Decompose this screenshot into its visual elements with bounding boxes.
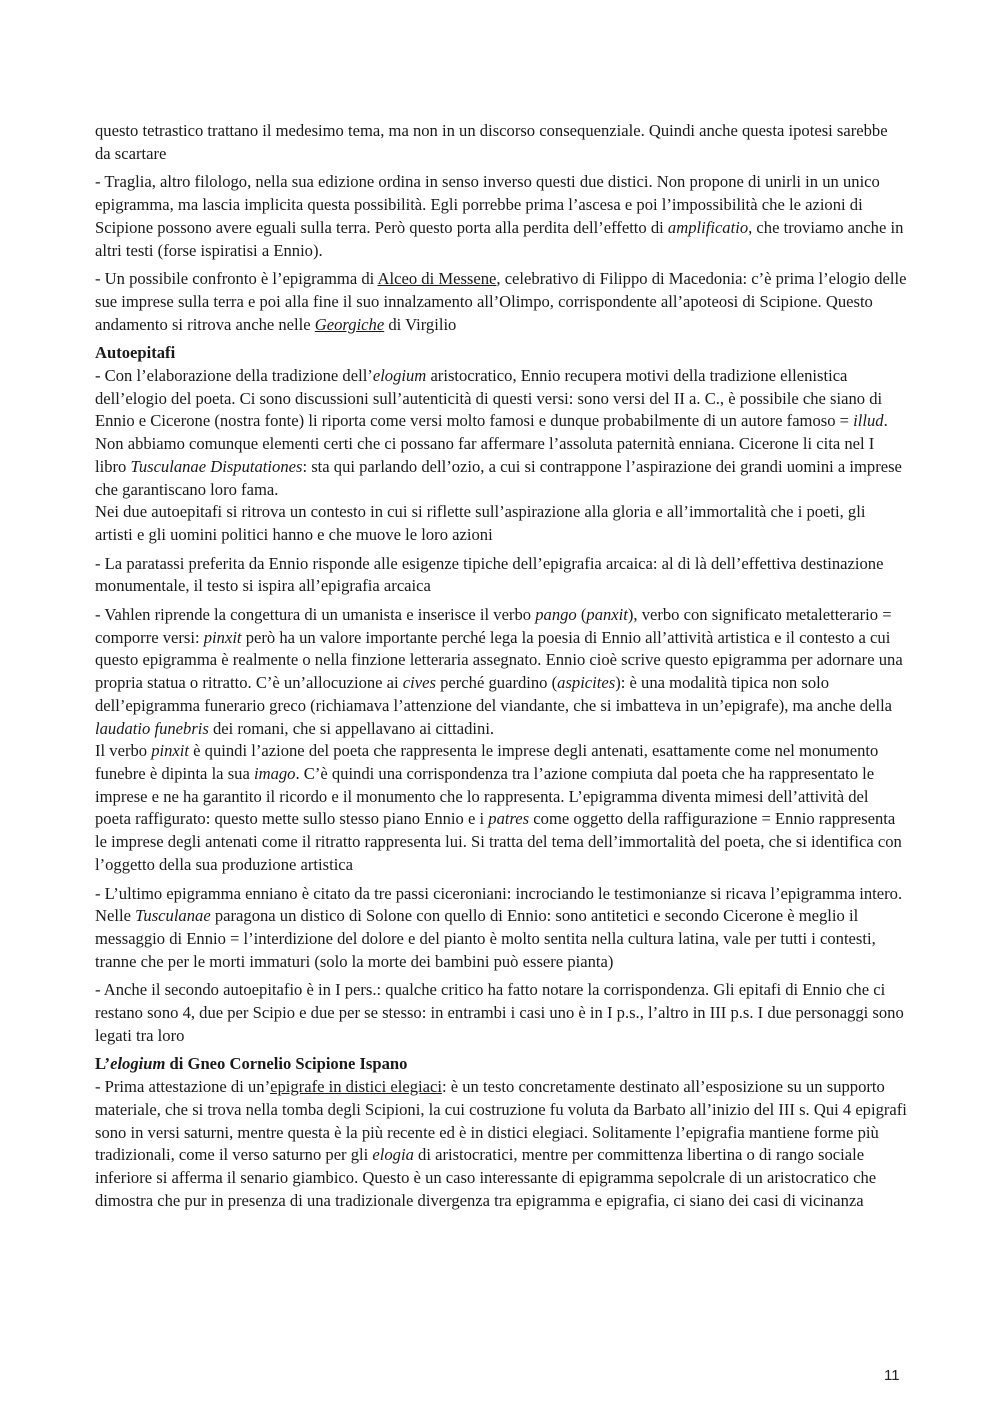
page-content <box>95 120 907 1216</box>
page-number: 11 <box>884 1367 900 1384</box>
paragraph-elogium-aristocratico: - Con l’elaborazione della tradizione dell’elogium aristocratico, Ennio recupera motivi della tradizione ellenistica dell’elogio del poeta. Ci sono discussioni sull’autenticità di questi versi: sono versi del II a. C., è possibile che siano di Ennio e Cicerone (nostra fonte) li riporta come versi molto famosi e dunque probabilmente di un autore famoso = illud. Non abbiamo comunque elementi certi che ci possano far affermare l’assoluta paternità enniana. Cicerone li cita nel I libro Tusculanae Disputationes: sta qui parlando dell’ozio, a cui si contrappone l’aspirazione dei grandi uomini a imprese che garantiscano loro fama. Nei due autoepitafi si ritrova un contesto in cui si riflette sull’aspirazione alla gloria e all’immortalità che i poeti, gli artisti e gli uomini politici hanno e che muove le loro azioni <box>95 366 902 544</box>
paragraph-tetrastico: questo tetrastico trattano il medesimo tema, ma non in un discorso consequenziale. Quindi anche questa ipotesi sarebbe da scartare <box>95 121 888 163</box>
heading-autoepitafi: Autoepitafi <box>95 343 176 363</box>
paragraph-vahlen: - Vahlen riprende la congettura di un umanista e inserisce il verbo pango (panxit), verbo con significato metaletterario = comporre versi: pinxit però ha un valore importante perché lega la poesia di Ennio all’attività artistica e il contesto a cui questo epigramma è realmente o nella finzione letteraria assegnato. Ennio cioè scrive questo epigramma per adornare una propria statua o ritratto. C’è un’allocuzione ai cives perché guardino (aspicites): è una modalità tipica non solo dell’epigramma funerario greco (richiamava l’attenzione del viandante, che si imbatteva in un’epigrafe), ma anche della laudatio funebris dei romani, che si appellavano ai cittadini. Il verbo pinxit è quindi l’azione del poeta che rappresenta le imprese degli antenati, esattamente come nel monumento funebre è dipinta la sua imago. C’è quindi una corrispondenza tra l’azione compiuta dal poeta che ha rappresentato le imprese e ne ha garantito il ricordo e il monumento che lo rappresenta. L’epigramma diventa mimesi dell’attività del poeta raffigurato: questo mette sullo stesso piano Ennio e i patres come oggetto della raffigurazione = Ennio rappresenta le imprese degli antenati come il ritratto rappresenta lui. Si tratta del tema dell’immortalità del poeta, che si identifica con l’oggetto della sua produzione artistica <box>95 605 903 874</box>
paragraph-secondo-autoepitafio: - Anche il secondo autoepitafio è in I pers.: qualche critico ha fatto notare la corrispondenza. Gli epitafi di Ennio che ci restano sono 4, due per Scipio e due per se stesso: in entrambi i casi uno è in I p.s., l’altro in III p.s. I due personaggi sono legati tra loro <box>95 980 904 1045</box>
link-epigrafe-distici-elegiaci[interactable]: epigrafe in distici elegiaci <box>270 1077 442 1097</box>
heading-elogium-scipione-ispano: L’elogium di Gneo Cornelio Scipione Ispano <box>95 1054 408 1074</box>
paragraph-prima-attestazione: - Prima attestazione di un’epigrafe in distici elegiaci: è un testo concretamente destinato all’esposizione su un supporto materiale, che si trova nella tomba degli Scipioni, la cui costruzione fu voluta da Barbato all’inizio del III s. Qui 4 epigrafi sono in versi saturni, mentre questa è la più recente ed è in distici elegiaci. Solitamente l’epigrafia mantiene forme più tradizionali, come il verso saturno per gli elogia di aristocratici, mentre per committenza libertina o di rango sociale inferiore si afferma il senario giambico. Questo è un caso interessante di epigramma sepolcrale di un aristocratico che dimostra che pur in presenza di una tradizionale divergenza tra epigramma e epigrafia, ci siano dei casi di vicinanza <box>95 1077 907 1210</box>
link-georgiche[interactable]: Georgiche <box>314 314 385 334</box>
paragraph-confronto: - Un possibile confronto è l’epigramma di Alceo di Messene, celebrativo di Filippo di Macedonia: c’è prima l’elogio delle sue imprese sulla terra e poi alla fine il suo innalzamento all’Olimpo, corrispondente all’apoteosi di Scipione. Questo andamento si ritrova anche nelle Georgiche di Virgilio <box>95 269 907 334</box>
paragraph-traglia: - Traglia, altro filologo, nella sua edizione ordina in senso inverso questi due distici. Non propone di unirli in un unico epigramma, ma lascia implicita questa possibilità. Egli porrebbe prima l’ascesa e poi l’impossibilità che le azioni di Scipione possono avere eguali sulla terra. Però questo porta alla perdita dell’effetto di amplificatio, che troviamo anche in altri testi (forse ispiratisi a Ennio). <box>95 172 904 260</box>
link-alceo-di-messene[interactable]: Alceo di Messene <box>377 269 497 289</box>
paragraph-paratassi: - La paratassi preferita da Ennio risponde alle esigenze tipiche dell’epigrafia arcaica: al di là dell’effettiva destinazione monumentale, il testo si ispira all’epigrafia arcaica <box>95 553 884 596</box>
paragraph-ultimo-epigramma: - L’ultimo epigramma enniano è citato da tre passi ciceroniani: incrociando le testimonianze si ricava l’epigramma intero. Nelle Tusculanae paragona un distico di Solone con quello di Ennio: sono antitetici e secondo Cicerone è meglio il messaggio di Ennio = l’interdizione del dolore e del pianto è molto sentita nella cultura latina, vale per tutti i contesti, tranne che per le morti immaturi (solo la morte dei bambini può essere pianta) <box>95 883 903 971</box>
